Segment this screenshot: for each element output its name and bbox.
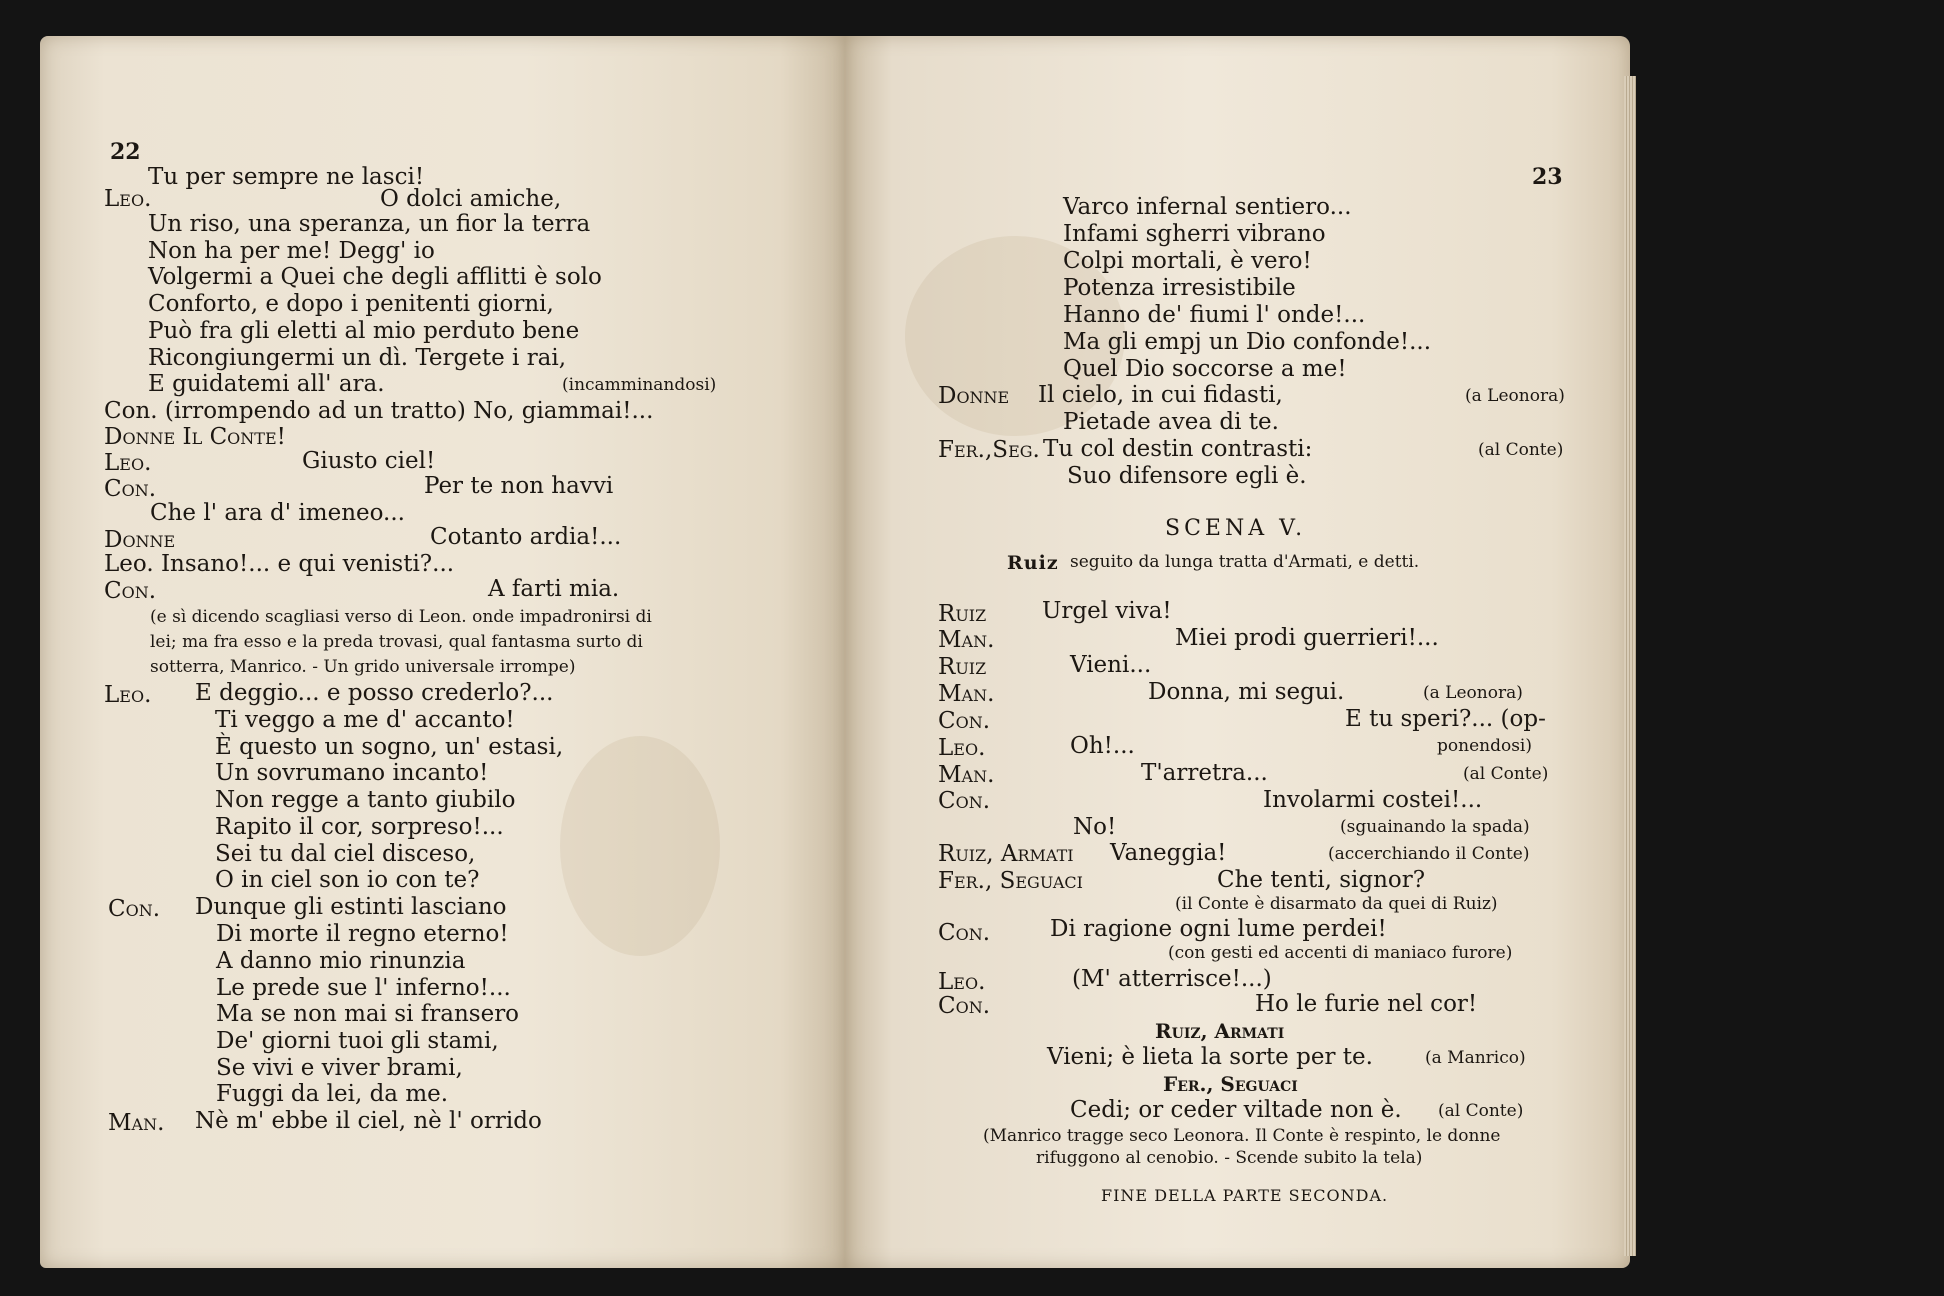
verse-line: Ho le furie nel cor! <box>1255 991 1478 1017</box>
verse-line: Di morte il regno eterno! <box>216 921 509 947</box>
verse-line: (M' atterrisce!...) <box>1072 966 1272 992</box>
verse-line: Ricongiungermi un dì. Tergete i rai, <box>148 345 567 371</box>
speaker: Fer.,Seg. <box>938 437 1040 463</box>
verse-line: Un sovrumano incanto! <box>215 760 489 786</box>
speaker: Ruiz, Armati <box>938 841 1074 867</box>
verse-line: Ma se non mai si fransero <box>216 1001 520 1027</box>
verse-line: Hanno de' fiumi l' onde!... <box>1063 302 1366 328</box>
speaker: Ruiz, Armati <box>1155 1019 1285 1043</box>
verse-line: Suo difensore egli è. <box>1067 463 1307 489</box>
verse-line: Di ragione ogni lume perdei! <box>1050 916 1387 942</box>
stage-direction: sotterra, Manrico. - Un grido universale irrompe) <box>150 657 576 677</box>
speaker: Con. <box>938 993 991 1019</box>
speaker: Con. <box>938 708 991 734</box>
verse-line: Non ha per me! Degg' io <box>148 238 435 264</box>
verse-line: Se vivi e viver brami, <box>216 1055 463 1081</box>
verse-line: Donna, mi segui. <box>1148 679 1345 705</box>
stage-direction: (a Leonora) <box>1465 386 1565 406</box>
page-number: 22 <box>110 139 141 165</box>
verse-line: A farti mia. <box>488 576 620 602</box>
verse-line: T'arretra... <box>1141 760 1268 786</box>
verse-line: Sei tu dal ciel disceso, <box>215 841 476 867</box>
speaker: Leo. <box>938 969 986 995</box>
verse-line: Per te non havvi <box>424 473 614 499</box>
speaker: Con. <box>938 788 991 814</box>
verse-line: Miei prodi guerrieri!... <box>1175 625 1439 651</box>
stage-direction: (e sì dicendo scagliasi verso di Leon. onde impadronirsi di <box>150 607 652 627</box>
verse-line: Cedi; or ceder viltade non è. <box>1070 1097 1402 1123</box>
verse-line: Ti veggo a me d' accanto! <box>215 707 515 733</box>
speaker: Man. <box>938 762 995 788</box>
verse-line: Colpi mortali, è vero! <box>1063 248 1312 274</box>
verse-line: Un riso, una speranza, un fior la terra <box>148 211 591 237</box>
end-of-part: FINE DELLA PARTE SECONDA. <box>1101 1186 1389 1205</box>
verse-line: Conforto, e dopo i penitenti giorni, <box>148 291 554 317</box>
verse-line: Il cielo, in cui fidasti, <box>1038 382 1283 408</box>
stage-direction: (con gesti ed accenti di maniaco furore) <box>1168 943 1513 963</box>
verse-line: E guidatemi all' ara. <box>148 371 385 397</box>
verse-line: Con. (irrompendo ad un tratto) No, giammai!... <box>104 398 654 424</box>
speaker: Donne <box>104 527 176 553</box>
verse-line: E deggio... e posso crederlo?... <box>195 680 554 706</box>
verse-line: Giusto ciel! <box>302 448 436 474</box>
stage-direction: (a Manrico) <box>1425 1048 1526 1068</box>
verse-line: Fuggi da lei, da me. <box>216 1081 449 1107</box>
scene-heading: SCENA V. <box>1165 516 1307 541</box>
speaker: Man. <box>108 1110 165 1136</box>
right-page <box>845 36 1630 1268</box>
speaker: Leo. <box>104 450 152 476</box>
scene-description: seguito da lunga tratta d'Armati, e detti. <box>1070 552 1420 572</box>
verse-line: E tu speri?... (op- <box>1345 706 1546 732</box>
verse-line: Che l' ara d' imeneo... <box>150 500 405 526</box>
stage-direction: (al Conte) <box>1478 440 1564 460</box>
stage-direction: (al Conte) <box>1463 764 1549 784</box>
verse-line: Volgermi a Quei che degli afflitti è solo <box>148 264 602 290</box>
stage-direction: (a Leonora) <box>1423 683 1523 703</box>
stage-direction: (sguainando la spada) <box>1340 817 1530 837</box>
verse-line: Vieni... <box>1070 652 1152 678</box>
verse-line: È questo un sogno, un' estasi, <box>215 734 564 760</box>
verse-line: O dolci amiche, <box>380 186 562 212</box>
speaker: Con. <box>108 896 161 922</box>
speaker: Man. <box>938 681 995 707</box>
speaker: Man. <box>938 627 995 653</box>
speaker: Ruiz <box>938 654 987 680</box>
stage-direction: ponendosi) <box>1437 736 1532 756</box>
verse-line: Urgel viva! <box>1042 598 1172 624</box>
verse-line: De' giorni tuoi gli stami, <box>216 1028 499 1054</box>
verse-line: Vaneggia! <box>1110 840 1227 866</box>
speaker: Fer., Seguaci <box>938 868 1083 894</box>
speaker: Leo. <box>104 682 152 708</box>
stage-direction: rifuggono al cenobio. - Scende subito la tela) <box>1036 1148 1423 1168</box>
verse-line: Dunque gli estinti lasciano <box>195 894 507 920</box>
verse-line: Ma gli empj un Dio confonde!... <box>1063 329 1432 355</box>
speaker: Leo. <box>104 186 152 212</box>
stage-direction: (il Conte è disarmato da quei di Ruiz) <box>1175 894 1498 914</box>
speaker: Con. <box>104 476 157 502</box>
verse-line: Quel Dio soccorse a me! <box>1063 356 1347 382</box>
stage-direction: (al Conte) <box>1438 1101 1524 1121</box>
verse-line: Potenza irresistibile <box>1063 275 1296 301</box>
verse-line: A danno mio rinunzia <box>216 948 466 974</box>
open-book <box>40 36 1630 1268</box>
speaker: Con. <box>938 920 991 946</box>
speaker: Ruiz <box>938 601 987 627</box>
verse-line: Vieni; è lieta la sorte per te. <box>1047 1044 1373 1070</box>
verse-line: No! <box>1073 814 1117 840</box>
stage-direction: lei; ma fra esso e la preda trovasi, qual fantasma surto di <box>150 632 643 652</box>
verse-line: Che tenti, signor? <box>1217 867 1426 893</box>
verse-line: O in ciel son io con te? <box>215 867 480 893</box>
verse-line: Non regge a tanto giubilo <box>215 787 516 813</box>
verse-line: Nè m' ebbe il ciel, nè l' orrido <box>195 1108 542 1134</box>
stage-direction: (incamminandosi) <box>562 375 717 395</box>
speaker: Con. <box>104 578 157 604</box>
verse-line: Cotanto ardia!... <box>430 524 622 550</box>
verse-line: Involarmi costei!... <box>1263 787 1483 813</box>
speaker: Fer., Seguaci <box>1163 1072 1298 1096</box>
verse-line: Pietade avea di te. <box>1063 409 1279 435</box>
verse-line: Varco infernal sentiero... <box>1063 194 1352 220</box>
verse-line: Rapito il cor, sorpreso!... <box>215 814 504 840</box>
verse-line: Le prede sue l' inferno!... <box>216 975 511 1001</box>
verse-line: Donne Il Conte! <box>104 424 286 450</box>
verse-line: Infami sgherri vibrano <box>1063 221 1326 247</box>
left-page <box>40 36 845 1268</box>
stage-direction: (Manrico tragge seco Leonora. Il Conte è respinto, le donne <box>983 1126 1501 1146</box>
page-number: 23 <box>1532 164 1563 190</box>
verse-line: Tu col destin contrasti: <box>1043 436 1313 462</box>
speaker: Leo. <box>938 735 986 761</box>
character-name: Ruiz <box>1007 552 1059 574</box>
page-block-edge <box>1624 76 1636 1256</box>
verse-line: Leo. Insano!... e qui venisti?... <box>104 551 455 577</box>
speaker: Donne <box>938 383 1010 409</box>
verse-line: Oh!... <box>1070 733 1135 759</box>
verse-line: Tu per sempre ne lasci! <box>148 164 425 190</box>
stage-direction: (accerchiando il Conte) <box>1328 844 1530 864</box>
verse-line: Può fra gli eletti al mio perduto bene <box>148 318 580 344</box>
